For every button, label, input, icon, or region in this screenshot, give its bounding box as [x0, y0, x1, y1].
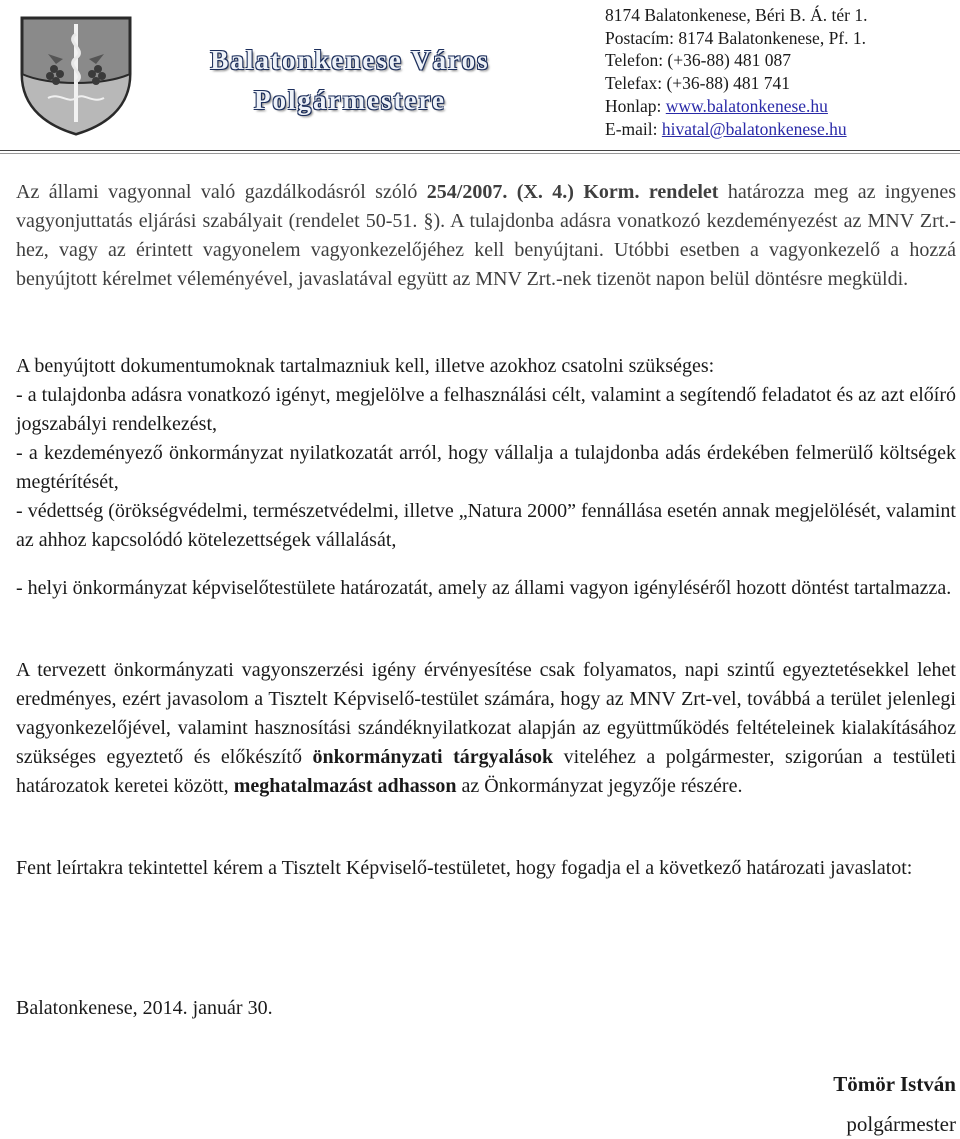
header-divider [0, 150, 960, 151]
emphasis-negotiations: önkormányzati tárgyalások [312, 746, 554, 768]
website-line [605, 95, 867, 118]
header-divider-thin [0, 153, 960, 154]
list-item-council-resolution: - helyi önkormányzat képviselőtestülete határozatát, amely az állami vagyon igényléséről hozott döntést tartalmazza. [16, 577, 952, 599]
contact-block [605, 4, 867, 140]
address: 8174 Balatonkenese, Béri B. Á. tér 1. [605, 5, 868, 25]
organization-name-line1: Balatonkenese Város [210, 45, 490, 75]
list-item: - a kezdeményező önkormányzat nyilatkozatát arról, hogy vállalja a tulajdonba adás érdekében felmerülő költségek megtérítését, [16, 442, 956, 493]
letterhead [0, 0, 960, 150]
website-link[interactable]: www.balatonkenese.hu [665, 95, 828, 116]
email-link[interactable]: hivatal@balatonkenese.hu [661, 118, 847, 139]
paragraph-text: A tervezett önkormányzati vagyonszerzési igény érvényesítése csak folyamatos, napi szintű egyeztetésekkel lehet eredményes, ezért javasolom a Tisztelt Képviselő-testület számára, hogy az MNV Zrt-vel, továbbá a terület jelenlegi vagyonkezelőjével, valamint hasznosítási szándéknyilatkozat alapján az együttműködés feltételeinek kialakításához szükséges egyeztető és előkészítő [16, 659, 956, 768]
postal-address: Postacím: 8174 Balatonkenese, Pf. 1. [605, 27, 867, 48]
paragraph-required-documents [16, 352, 956, 555]
signatory-title: polgármester [846, 1112, 956, 1136]
fax: Telefax: (+36-88) 481 741 [605, 73, 791, 94]
list-item: - a tulajdonba adásra vonatkozó igényt, megjelölve a felhasználási célt, valamint a segítendő feladatot és az azt előíró jogszabályi rendelkezést, [16, 384, 956, 435]
list-item: - védettség (örökségvédelmi, természetvédelmi, illetve „Natura 2000” fennállása esetén annak megjelölését, valamint az ahhoz kapcsolódó kötelezettségek vállalását, [16, 500, 956, 551]
website-label: Honlap: [605, 95, 666, 116]
organization-name-line2: Polgármestere [254, 85, 446, 115]
paragraph-legal-basis [16, 178, 956, 294]
paragraph-text: az Önkormányzat jegyzője részére. [456, 775, 743, 797]
signatory-name: Tömör István [833, 1072, 956, 1096]
date-line: Balatonkenese, 2014. január 30. [16, 997, 273, 1019]
email-line [605, 118, 867, 141]
phone: Telefon: (+36-88) 481 087 [605, 50, 792, 71]
paragraph-request: Fent leírtakra tekintettel kérem a Tisztelt Képviselő-testületet, hogy fogadja el a következő határozati javaslatot: [16, 857, 913, 879]
paragraph-text: viteléhez a polgármester, szigorúan a testületi határozatok keretei között, [16, 746, 957, 797]
email-label: E-mail: [605, 118, 662, 139]
emphasis-authorization: meghatalmazást adhasson [233, 775, 457, 797]
decree-reference: 254/2007. (X. 4.) Korm. rendelet [426, 181, 719, 203]
paragraph-proposal [16, 656, 956, 801]
organization-name [180, 40, 520, 120]
paragraph-text: Az állami vagyonnal való gazdálkodásról szóló [16, 181, 427, 203]
paragraph-text: A benyújtott dokumentumoknak tartalmazniuk kell, illetve azokhoz csatolni szükséges: [16, 355, 715, 377]
paragraph-text: határozza meg az ingyenes vagyonjuttatás eljárási szabályait (rendelet 50-51. §). A tulajdonba adásra vonatkozó kezdeményezést az MNV Zrt.-hez, vagy az érintett vagyonelem vagyonkezelőjéhez kell benyújtani. Utóbbi esetben a vagyonkezelő a hozzá benyújtott kérelmet véleményével, javaslatával együtt az MNV Zrt.-nek tizenöt napon belül döntésre megküldi. [16, 181, 956, 290]
coat-of-arms-icon [18, 14, 134, 138]
